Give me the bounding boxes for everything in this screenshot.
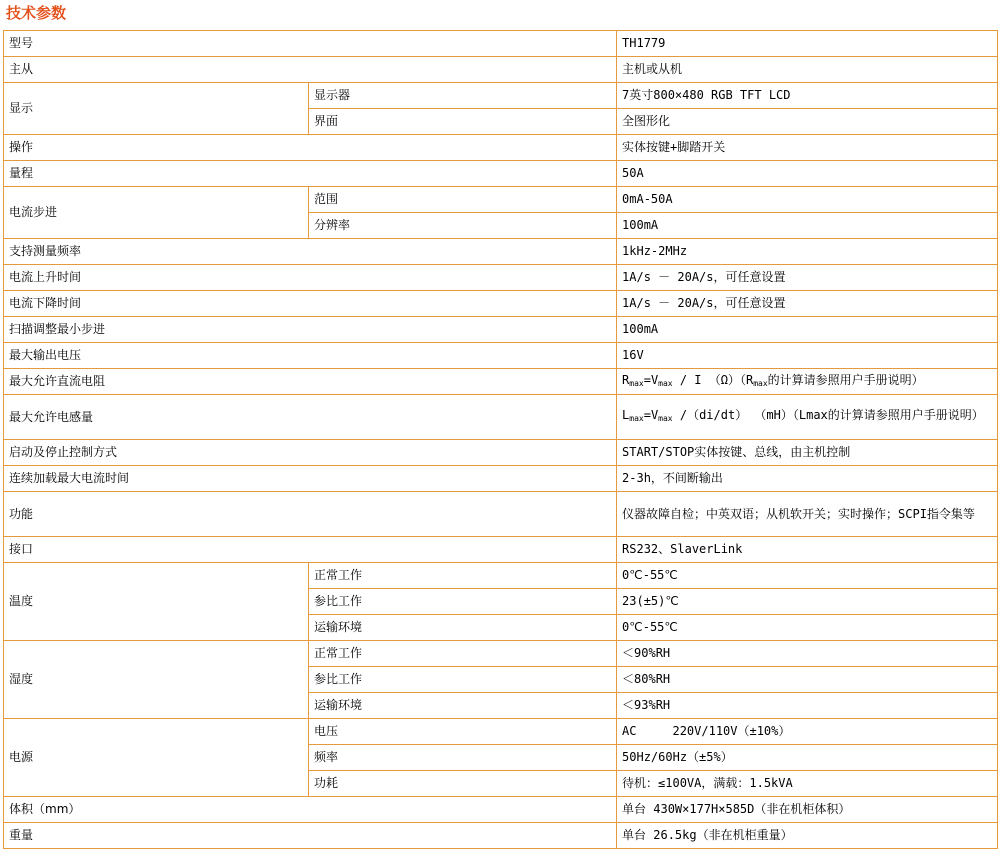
row-sublabel: 正常工作: [309, 641, 617, 667]
table-row: [4, 239, 998, 265]
row-value: 0℃-55℃: [617, 615, 998, 641]
table-row: [4, 537, 998, 563]
row-label: 最大允许电感量: [4, 395, 617, 440]
table-row: [4, 466, 998, 492]
row-sublabel: 正常工作: [309, 563, 617, 589]
row-value: 50A: [617, 161, 998, 187]
row-value: 1A/s － 20A/s，可任意设置: [617, 265, 998, 291]
row-value: ＜80%RH: [617, 667, 998, 693]
formula-symbol: R: [622, 372, 630, 387]
table-row: [4, 161, 998, 187]
table-row: [4, 563, 998, 589]
formula-text: 的计算请参照用户手册说明）: [767, 372, 924, 387]
formula-subscript: max: [629, 378, 644, 388]
table-row: [4, 343, 998, 369]
row-value: 实体按键+脚踏开关: [617, 135, 998, 161]
table-row: [4, 369, 998, 395]
row-label: 功能: [4, 492, 617, 537]
spec-table: [3, 30, 998, 849]
row-sublabel: 参比工作: [309, 667, 617, 693]
page-title: 技术参数: [6, 4, 67, 22]
row-sublabel: 参比工作: [309, 589, 617, 615]
row-value: ＜90%RH: [617, 641, 998, 667]
formula-subscript: max: [753, 378, 768, 388]
table-row: [4, 641, 998, 667]
row-value-formula: [617, 395, 998, 440]
row-sublabel: 功耗: [309, 771, 617, 797]
row-value: 7英寸800×480 RGB TFT LCD: [617, 83, 998, 109]
row-label: 主从: [4, 57, 617, 83]
formula-text: =: [643, 408, 651, 422]
table-row: [4, 31, 998, 57]
row-sublabel: 分辨率: [309, 213, 617, 239]
row-label: 电流下降时间: [4, 291, 617, 317]
row-label: 体积（mm）: [4, 797, 617, 823]
row-label: 最大允许直流电阻: [4, 369, 617, 395]
row-label: 量程: [4, 161, 617, 187]
row-value: TH1779: [617, 31, 998, 57]
row-value: 单台 430W×177H×585D（非在机柜体积）: [617, 797, 998, 823]
formula-subscript: max: [658, 378, 673, 388]
row-sublabel: 界面: [309, 109, 617, 135]
formula-symbol: R: [745, 372, 754, 387]
table-row: [4, 83, 998, 109]
row-value: AC 220V/110V（±10%）: [617, 719, 998, 745]
row-label: 电流上升时间: [4, 265, 617, 291]
table-row: [4, 135, 998, 161]
row-value: 100mA: [617, 213, 998, 239]
row-label: 湿度: [4, 641, 309, 719]
row-label: 连续加载最大电流时间: [4, 466, 617, 492]
formula-text: /（di/dt） （mH）（Lmax的计算请参照用户手册说明）: [672, 408, 984, 422]
row-sublabel: 显示器: [309, 83, 617, 109]
table-row: [4, 187, 998, 213]
row-sublabel: 频率: [309, 745, 617, 771]
formula-text: / I （Ω）（: [672, 372, 746, 387]
formula-subscript: max: [629, 414, 644, 423]
table-row: [4, 823, 998, 849]
row-value: 100mA: [617, 317, 998, 343]
formula-symbol: V: [650, 372, 659, 387]
table-row: [4, 797, 998, 823]
row-label: 操作: [4, 135, 617, 161]
row-label: 电源: [4, 719, 309, 797]
row-value: 仪器故障自检；中英双语；从机软开关；实时操作；SCPI指令集等: [617, 492, 998, 537]
table-row: [4, 440, 998, 466]
row-label: 显示: [4, 83, 309, 135]
row-value: 16V: [617, 343, 998, 369]
table-row: [4, 719, 998, 745]
row-value: 全图形化: [617, 109, 998, 135]
row-value: 主机或从机: [617, 57, 998, 83]
formula-text: =: [643, 372, 651, 387]
row-value: RS232、SlaverLink: [617, 537, 998, 563]
row-label: 重量: [4, 823, 617, 849]
table-row: [4, 265, 998, 291]
row-value: 2-3h，不间断输出: [617, 466, 998, 492]
row-value: ＜93%RH: [617, 693, 998, 719]
row-value: START/STOP实体按键、总线，由主机控制: [617, 440, 998, 466]
table-row: [4, 57, 998, 83]
row-value: 50Hz/60Hz（±5%）: [617, 745, 998, 771]
table-row: [4, 317, 998, 343]
row-label: 支持测量频率: [4, 239, 617, 265]
row-sublabel: 范围: [309, 187, 617, 213]
formula-subscript: max: [658, 414, 673, 423]
row-value: 单台 26.5kg（非在机柜重量）: [617, 823, 998, 849]
row-value-formula: [617, 369, 998, 395]
table-row: [4, 492, 998, 537]
table-row: [4, 395, 998, 440]
row-label: 型号: [4, 31, 617, 57]
row-label: 温度: [4, 563, 309, 641]
formula-symbol: L: [622, 408, 630, 422]
row-label: 启动及停止控制方式: [4, 440, 617, 466]
row-sublabel: 运输环境: [309, 615, 617, 641]
table-row: [4, 291, 998, 317]
row-label: 电流步进: [4, 187, 309, 239]
formula-symbol: V: [650, 408, 659, 422]
row-value: 1kHz-2MHz: [617, 239, 998, 265]
row-label: 最大输出电压: [4, 343, 617, 369]
row-sublabel: 电压: [309, 719, 617, 745]
row-value: 0mA-50A: [617, 187, 998, 213]
row-label: 接口: [4, 537, 617, 563]
row-sublabel: 运输环境: [309, 693, 617, 719]
row-label: 扫描调整最小步进: [4, 317, 617, 343]
row-value: 待机：≤100VA，满载：1.5kVA: [617, 771, 998, 797]
row-value: 0℃-55℃: [617, 563, 998, 589]
row-value: 1A/s － 20A/s，可任意设置: [617, 291, 998, 317]
row-value: 23(±5)℃: [617, 589, 998, 615]
